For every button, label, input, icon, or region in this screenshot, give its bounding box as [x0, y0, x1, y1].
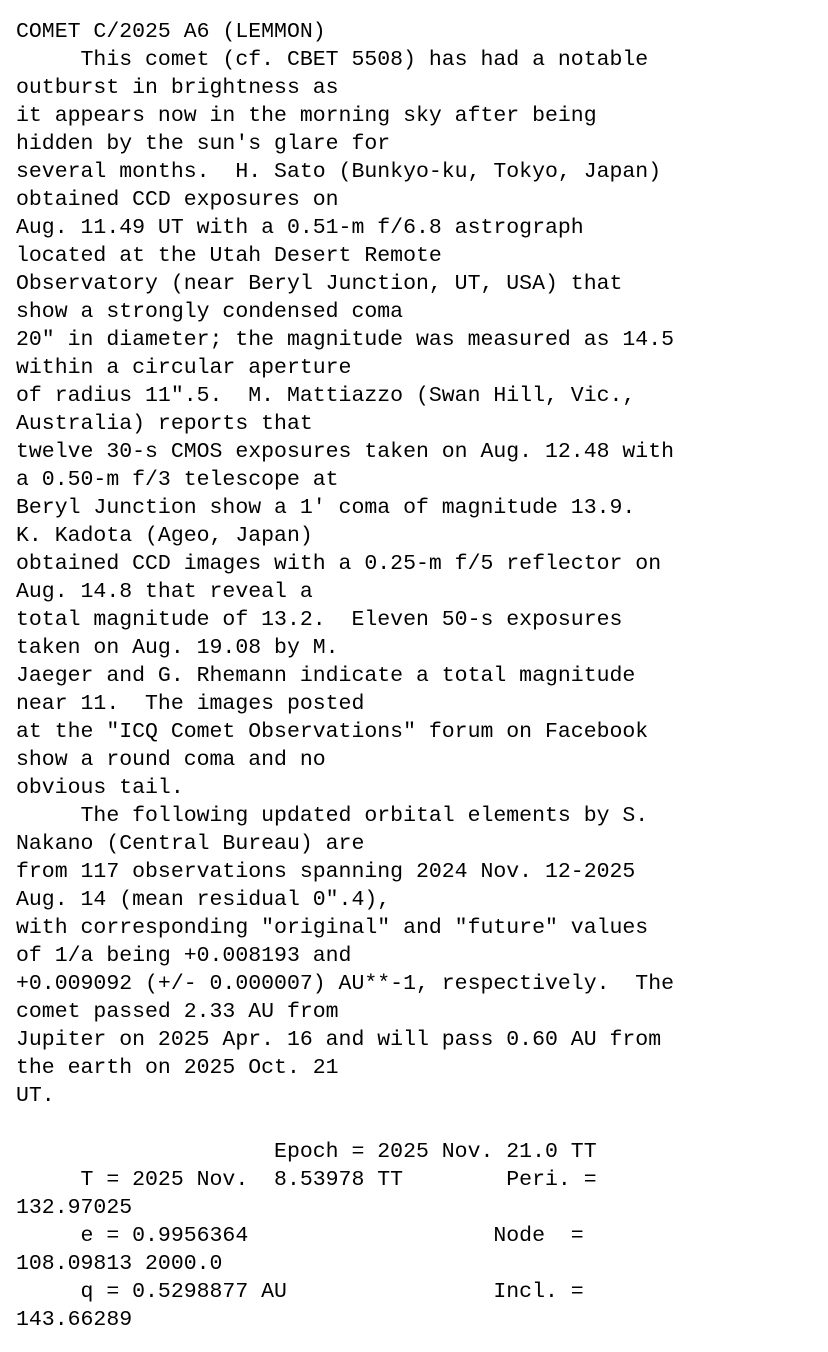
text-line: comet passed 2.33 AU from [16, 1000, 339, 1024]
text-line: Nakano (Central Bureau) are [16, 832, 365, 856]
text-line: show a strongly condensed coma [16, 300, 404, 324]
text-line: several months. H. Sato (Bunkyo-ku, Tokyo, Japan) [16, 160, 662, 184]
document-text [16, 18, 822, 1334]
text-line: of radius 11".5. M. Mattiazzo (Swan Hill, Vic., [16, 384, 636, 408]
text-line: outburst in brightness as [16, 76, 339, 100]
text-line: K. Kadota (Ageo, Japan) [16, 524, 313, 548]
text-line: located at the Utah Desert Remote [16, 244, 442, 268]
text-line: with corresponding "original" and "future" values [16, 916, 649, 940]
text-line: This comet (cf. CBET 5508) has had a notable [16, 48, 649, 72]
text-line: a 0.50-m f/3 telescope at [16, 468, 339, 492]
text-line: T = 2025 Nov. 8.53978 TT Peri. = [16, 1168, 597, 1192]
text-line: within a circular aperture [16, 356, 352, 380]
text-line: from 117 observations spanning 2024 Nov. 12-2025 [16, 860, 636, 884]
text-line: hidden by the sun's glare for [16, 132, 391, 156]
text-line: obvious tail. [16, 776, 184, 800]
text-line: total magnitude of 13.2. Eleven 50-s exposures [16, 608, 623, 632]
text-line: near 11. The images posted [16, 692, 365, 716]
text-line: Beryl Junction show a 1' coma of magnitude 13.9. [16, 496, 636, 520]
text-line: Jaeger and G. Rhemann indicate a total magnitude [16, 664, 636, 688]
text-line: +0.009092 (+/- 0.000007) AU**-1, respectively. The [16, 972, 675, 996]
text-line: show a round coma and no [16, 748, 326, 772]
text-line: q = 0.5298877 AU Incl. = [16, 1280, 584, 1304]
text-line: Aug. 11.49 UT with a 0.51-m f/6.8 astrograph [16, 216, 584, 240]
blank-line [16, 1110, 822, 1138]
text-line: the earth on 2025 Oct. 21 [16, 1056, 339, 1080]
text-line: twelve 30-s CMOS exposures taken on Aug. 12.48 with [16, 440, 675, 464]
text-line: COMET C/2025 A6 (LEMMON) [16, 20, 326, 44]
text-line: it appears now in the morning sky after being [16, 104, 597, 128]
text-line: The following updated orbital elements by S. [16, 804, 649, 828]
text-line: Observatory (near Beryl Junction, UT, USA) that [16, 272, 623, 296]
text-line: taken on Aug. 19.08 by M. [16, 636, 339, 660]
text-line: 132.97025 [16, 1196, 133, 1220]
text-line: obtained CCD exposures on [16, 188, 339, 212]
text-line: Aug. 14 (mean residual 0".4), [16, 888, 391, 912]
text-line: UT. [16, 1084, 55, 1108]
text-line: 20" in diameter; the magnitude was measured as 14.5 [16, 328, 675, 352]
text-line: at the "ICQ Comet Observations" forum on Facebook [16, 720, 649, 744]
text-line: e = 0.9956364 Node = [16, 1224, 584, 1248]
text-line: Jupiter on 2025 Apr. 16 and will pass 0.60 AU from [16, 1028, 662, 1052]
text-line: of 1/a being +0.008193 and [16, 944, 352, 968]
text-line: Australia) reports that [16, 412, 313, 436]
text-line: Epoch = 2025 Nov. 21.0 TT [16, 1140, 597, 1164]
text-line: 108.09813 2000.0 [16, 1252, 223, 1276]
text-line: obtained CCD images with a 0.25-m f/5 reflector on [16, 552, 662, 576]
text-line: 143.66289 [16, 1308, 133, 1332]
text-line: Aug. 14.8 that reveal a [16, 580, 313, 604]
